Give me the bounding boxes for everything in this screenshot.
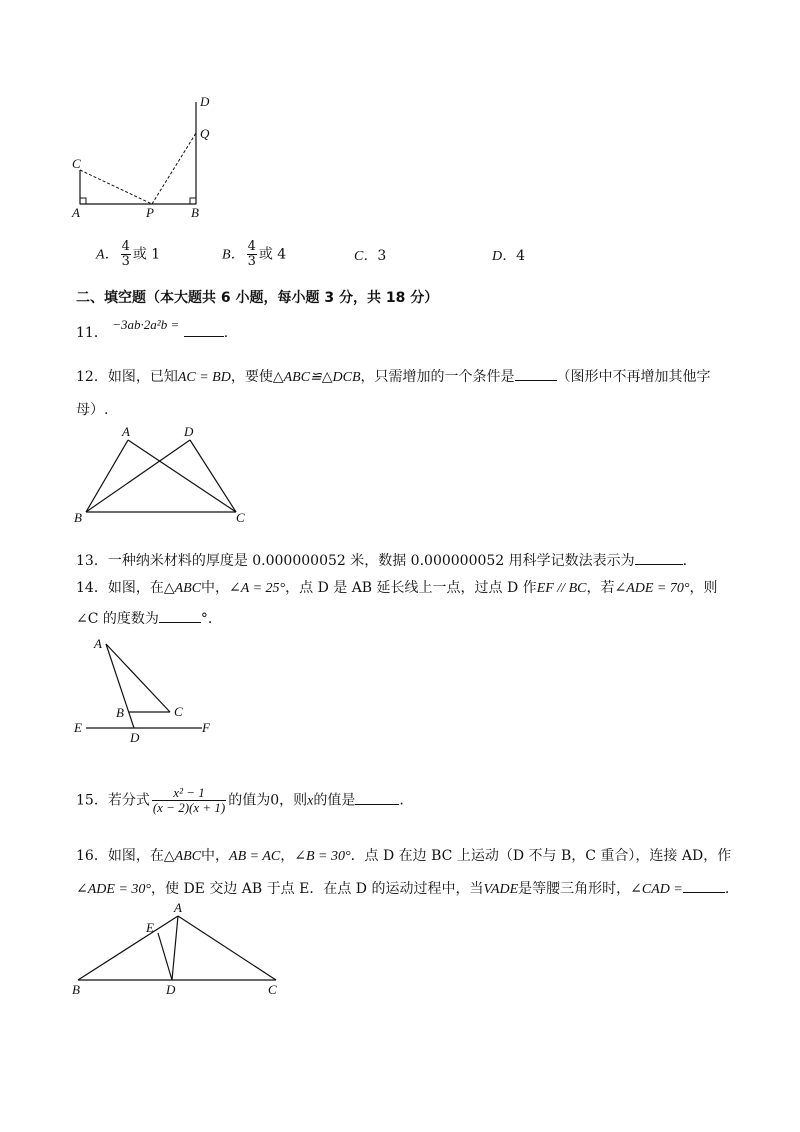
figure-q16 bbox=[66, 900, 296, 1000]
label-d: D bbox=[200, 94, 210, 109]
segment-ac bbox=[178, 916, 276, 980]
segment-ad bbox=[172, 916, 178, 980]
dashed-cp bbox=[80, 170, 152, 204]
question-number: 11． bbox=[76, 325, 108, 341]
section-heading: 二、填空题（本大题共 6 小题，每小题 3 分，共 18 分） bbox=[76, 290, 439, 306]
figure-q10 bbox=[60, 90, 230, 225]
option-d-letter: D． bbox=[492, 249, 517, 264]
answer-blank[interactable] bbox=[515, 366, 557, 381]
label-q: Q bbox=[200, 126, 210, 141]
label-d: D bbox=[130, 730, 140, 744]
option-c-letter: C． bbox=[354, 249, 378, 264]
fraction: $\frac{4}{3}$ bbox=[121, 239, 130, 269]
label-c: C bbox=[72, 156, 81, 171]
label-f: F bbox=[202, 720, 210, 735]
label-c: C bbox=[236, 510, 245, 525]
question-16-line2: ∠ADE = 30°，使 DE 交边 AB 于点 E．在点 D 的运动过程中，当VADE是等腰三角形时，∠CAD = . bbox=[76, 878, 729, 900]
option-b[interactable] bbox=[222, 240, 286, 269]
fraction: $\frac{4}{3}$ bbox=[247, 239, 256, 269]
segment-de bbox=[158, 933, 172, 980]
fraction: $\frac{\text{x² − 1}}{(x - 2)(x + 1)}$ bbox=[152, 785, 226, 815]
question-12-line1: 12．如图，已知AC = BD，要使△ABC≌△DCB，只需增加的一个条件是 （图形中不再增加其他字 bbox=[76, 366, 711, 388]
label-d: D bbox=[166, 982, 176, 997]
option-b-text: 或 4 bbox=[258, 246, 287, 263]
congruence: △ABC≌△DCB bbox=[272, 370, 361, 385]
label-p: P bbox=[146, 205, 154, 220]
label-c: C bbox=[174, 704, 183, 719]
right-angle-a bbox=[80, 198, 86, 204]
label-b: B bbox=[72, 982, 80, 997]
answer-blank[interactable] bbox=[159, 608, 201, 623]
segment-ac bbox=[106, 644, 170, 712]
question-11: 11． −3ab·2a²b = . bbox=[76, 317, 229, 341]
option-a-text: 或 1 bbox=[132, 246, 161, 263]
condition: AC = BD bbox=[177, 370, 231, 385]
label-a: A bbox=[122, 424, 130, 439]
label-d: D bbox=[184, 424, 194, 439]
figure-q12 bbox=[66, 424, 256, 528]
label-b: B bbox=[191, 205, 199, 220]
option-d-text: 4 bbox=[516, 248, 526, 264]
label-a: A bbox=[94, 636, 102, 651]
label-b: B bbox=[116, 705, 124, 720]
figure-q14 bbox=[66, 632, 226, 744]
option-a-letter: A． bbox=[96, 247, 119, 263]
segment-ba bbox=[86, 440, 128, 512]
segment-dc bbox=[190, 440, 236, 512]
label-c: C bbox=[268, 982, 277, 997]
question-14-line1: 14．如图，在△ABC中，∠A = 25°，点 D 是 AB 延长线上一点，过点 D 作EF // BC，若∠ADE = 70°，则 bbox=[76, 580, 718, 596]
option-a[interactable] bbox=[96, 240, 160, 269]
answer-blank[interactable] bbox=[635, 550, 683, 565]
expression: −3ab·2a²b = bbox=[112, 317, 180, 332]
question-16-line1: 16．如图，在△ABC中，AB = AC，∠B = 30°．点 D 在边 BC 上运动（D 不与 B，C 重合），连接 AD，作 bbox=[76, 848, 732, 864]
answer-blank[interactable] bbox=[683, 878, 725, 893]
segment-bd bbox=[86, 440, 190, 512]
right-angle-b bbox=[190, 198, 196, 204]
option-c-text: 3 bbox=[377, 248, 387, 264]
question-12-line2: 母）. bbox=[76, 402, 109, 418]
label-e: E bbox=[146, 920, 154, 935]
question-14-line2: ∠C 的度数为 °. bbox=[76, 608, 212, 629]
question-13: 13．一种纳米材料的厚度是 0.000000052 米，数据 0.000000052 用科学记数法表示为 . bbox=[76, 550, 687, 571]
segment-ac bbox=[128, 440, 236, 512]
option-b-letter: B． bbox=[222, 247, 245, 263]
label-a: A bbox=[174, 900, 182, 915]
label-a: A bbox=[72, 205, 80, 220]
question-15: 15．若分式 $\frac{\text{x² − 1}}{(x - 2)(x + 1)}$ 的值为0，则x的值是 . bbox=[76, 785, 404, 815]
label-e: E bbox=[74, 720, 82, 735]
answer-blank[interactable] bbox=[355, 790, 399, 805]
option-d[interactable] bbox=[492, 246, 525, 267]
answer-blank[interactable] bbox=[184, 322, 224, 337]
dashed-pq bbox=[152, 133, 196, 204]
label-b: B bbox=[74, 510, 82, 525]
option-c[interactable] bbox=[354, 246, 386, 267]
